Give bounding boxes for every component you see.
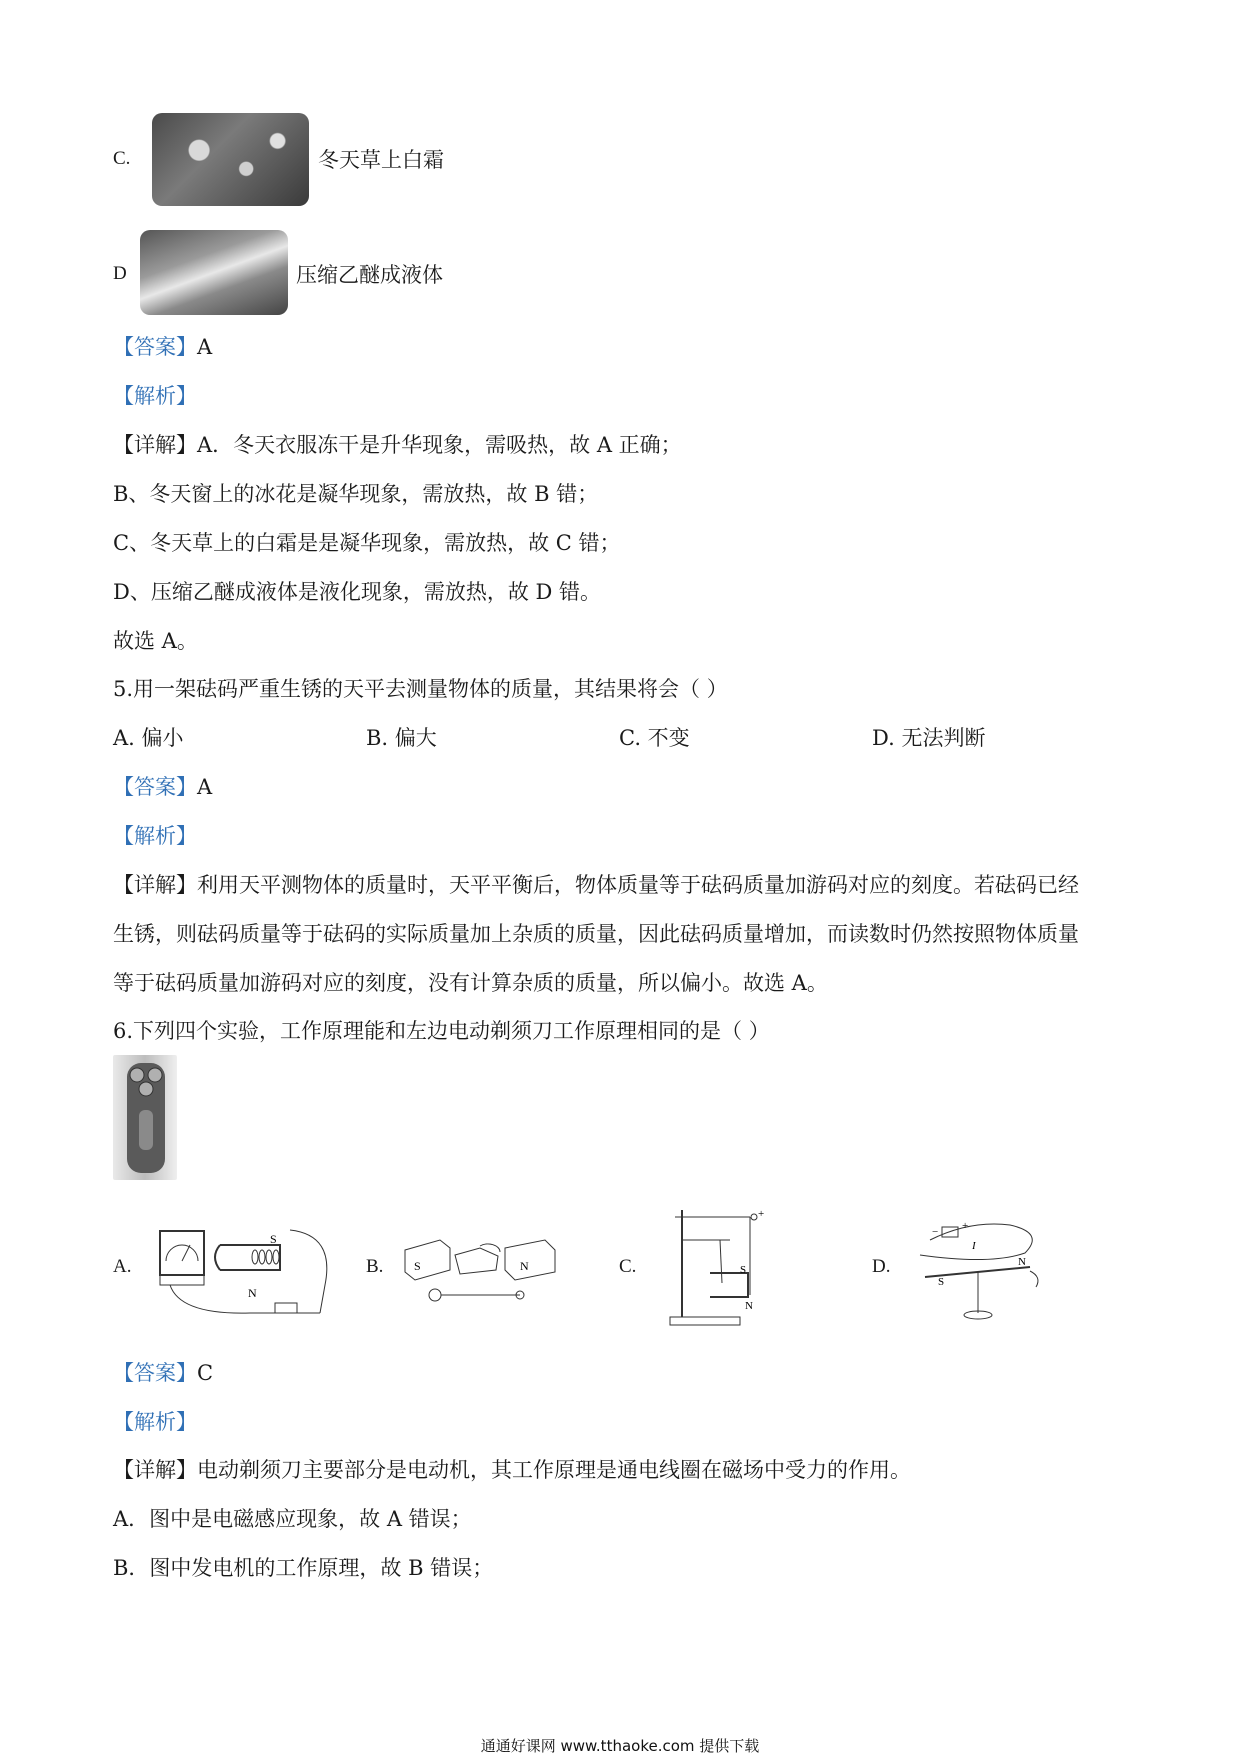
diagram-d-current-label: I <box>972 1240 976 1252</box>
q4-detail-line: C、冬天草上的白霜是是凝华现象，需放热，故 C 错； <box>113 531 621 555</box>
diagram-d-n-label: N <box>1018 1256 1026 1268</box>
diagram-c-n-label: N <box>745 1300 753 1312</box>
option-d-caption: 压缩乙醚成液体 <box>296 263 443 287</box>
q5-detail-line: 等于砝码质量加游码对应的刻度，没有计算杂质的质量，所以偏小。故选 A。 <box>113 971 828 995</box>
answer-tag: 【答案】 <box>113 1361 197 1385</box>
q6-option-d-letter: D. <box>872 1256 891 1277</box>
diagram-c-s-label: S <box>740 1264 747 1276</box>
q6-detail-line <box>113 1456 911 1484</box>
electric-shaver-photo <box>113 1055 177 1180</box>
diagram-a-induction <box>150 1225 340 1325</box>
diagram-d-oersted <box>910 1215 1050 1325</box>
detail-text: A．冬天衣服冻干是升华现象，需吸热，故 A 正确； <box>197 433 682 457</box>
q6-option-b-letter: B. <box>366 1256 384 1277</box>
page-footer: 通通好课网 www.tthaoke.com 提供下载 <box>480 1737 760 1755</box>
diagram-b-generator <box>400 1230 560 1310</box>
q5-choices <box>113 724 1013 752</box>
detail-text: 电动剃须刀主要部分是电动机，其工作原理是通电线圈在磁场中受力的作用。 <box>197 1458 911 1482</box>
q4-detail-line: B、冬天窗上的冰花是凝华现象，需放热，故 B 错； <box>113 482 599 506</box>
detail-tag: 【详解】 <box>113 433 197 457</box>
diagram-b-s-label: S <box>414 1259 421 1273</box>
answer-tag: 【答案】 <box>113 335 197 359</box>
diagram-c-motor-principle <box>660 1205 780 1330</box>
q6-detail-line: B．图中发电机的工作原理，故 B 错误； <box>113 1556 494 1580</box>
answer-value: A <box>197 335 213 359</box>
diagram-d-s-label: S <box>938 1276 945 1288</box>
diagram-d-minus-label: − <box>932 1226 939 1238</box>
diagram-a-n-label: N <box>248 1286 257 1300</box>
q5-detail-line <box>113 871 1079 899</box>
q6-detail-line: A．图中是电磁感应现象，故 A 错误； <box>113 1507 472 1531</box>
q4-answer <box>113 333 212 361</box>
ether-bottle-photo <box>140 230 288 315</box>
q6-option-a-letter: A. <box>113 1256 132 1277</box>
choice-c: C. 不变 <box>619 726 690 750</box>
choice-b: B. 偏大 <box>366 726 437 750</box>
q4-analysis-tag: 【解析】 <box>113 384 197 408</box>
q5-answer <box>113 773 212 801</box>
option-c-caption: 冬天草上白霜 <box>318 148 444 172</box>
answer-value: A <box>197 775 213 799</box>
option-c-letter: C. <box>113 148 131 169</box>
q4-detail-line <box>113 431 682 459</box>
detail-text: 利用天平测物体的质量时，天平平衡后，物体质量等于砝码质量加游码对应的刻度。若砝码已经 <box>197 873 1079 897</box>
frost-grass-photo <box>152 113 309 206</box>
choice-a: A. 偏小 <box>113 726 184 750</box>
answer-value: C <box>197 1361 214 1385</box>
q4-detail-line: D、压缩乙醚成液体是液化现象，需放热，故 D 错。 <box>113 580 602 604</box>
detail-tag: 【详解】 <box>113 873 197 897</box>
diagram-d-plus-label: + <box>962 1220 969 1232</box>
option-d-letter: D <box>113 263 127 284</box>
diagram-c-plus-label: + <box>758 1208 765 1220</box>
q6-option-c-letter: C. <box>619 1256 637 1277</box>
q5-question: 5.用一架砝码严重生锈的天平去测量物体的质量，其结果将会（ ） <box>113 677 728 701</box>
diagram-b-n-label: N <box>520 1259 529 1273</box>
choice-d: D. 无法判断 <box>872 726 986 750</box>
q4-conclusion: 故选 A。 <box>113 629 198 653</box>
diagram-a-s-label: S <box>270 1232 277 1246</box>
q5-analysis-tag: 【解析】 <box>113 824 197 848</box>
answer-tag: 【答案】 <box>113 775 197 799</box>
q6-analysis-tag: 【解析】 <box>113 1410 197 1434</box>
q5-detail-line: 生锈，则砝码质量等于砝码的实际质量加上杂质的质量，因此砝码质量增加，而读数时仍然按照物体质量 <box>113 922 1079 946</box>
detail-tag: 【详解】 <box>113 1458 197 1482</box>
q6-question: 6.下列四个实验，工作原理能和左边电动剃须刀工作原理相同的是（ ） <box>113 1019 770 1043</box>
q6-answer <box>113 1359 213 1387</box>
